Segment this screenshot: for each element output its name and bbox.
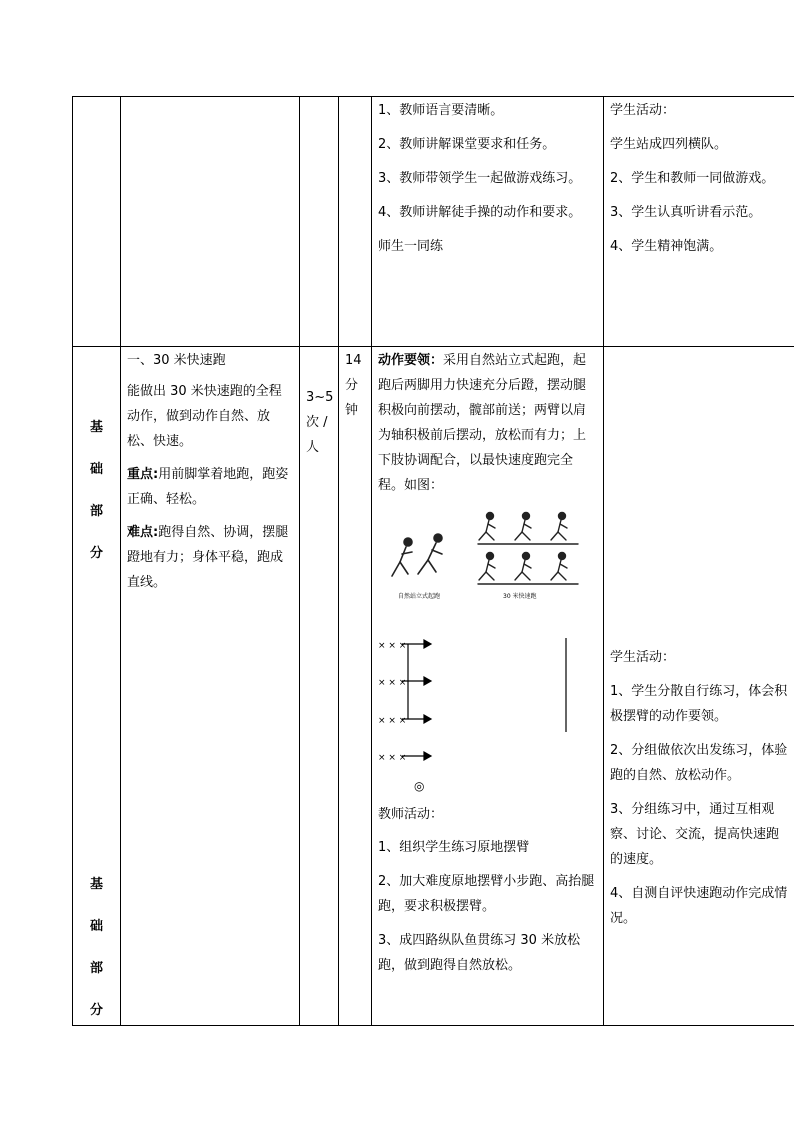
teacher-activity-cell <box>372 347 604 1026</box>
teacher-item: 2、教师讲解课堂要求和任务。 <box>378 137 556 152</box>
teacher-title: 教师活动： <box>378 807 444 822</box>
formation-row: × × × <box>378 716 407 726</box>
student-title: 学生活动： <box>610 103 676 118</box>
teacher-position-icon: ◎ <box>414 779 425 793</box>
key-point <box>127 462 293 512</box>
student-item: 2、分组做依次出发练习，体验跑的自然、放松动作。 <box>610 743 788 783</box>
table-row <box>73 347 794 1026</box>
student-item: 1、学生分散自行练习，体会积极摆臂的动作要领。 <box>610 684 788 724</box>
section-label: 基 础 部 分 <box>89 420 103 561</box>
duration-value: 14 分钟 <box>345 353 362 418</box>
content-title: 一、30 米快速跑 <box>127 353 226 368</box>
section-cell-empty <box>73 97 121 347</box>
method-label: 动作要领： <box>378 353 444 368</box>
duration-cell-empty <box>339 97 372 347</box>
difficulty-text: 跑得自然、协调，摆腿蹬地有力；身体平稳，跑成直线。 <box>127 525 289 590</box>
duration-cell <box>339 347 372 1026</box>
difficulty-label: 难点: <box>127 525 159 540</box>
formation-row: × × × <box>378 641 407 651</box>
difficulty <box>127 520 293 595</box>
student-item: 学生站成四列横队。 <box>610 137 728 152</box>
teacher-item: 师生一同练 <box>378 239 444 254</box>
student-title: 学生活动： <box>610 650 676 665</box>
teacher-item: 1、组织学生练习原地摆臂 <box>378 840 530 855</box>
method <box>378 348 597 498</box>
student-item: 3、学生认真听讲看示范。 <box>610 205 762 220</box>
key-label: 重点: <box>127 467 159 482</box>
student-item: 4、学生精神饱满。 <box>610 239 723 254</box>
times-cell-empty <box>300 97 339 347</box>
fig-caption-left: 自然站立式起跑 <box>398 593 441 600</box>
student-activity-cell <box>604 97 794 347</box>
formation-row: × × × <box>378 753 407 763</box>
times-value: 3~5 次 / 人 <box>306 390 334 455</box>
student-activity-cell <box>604 347 794 1026</box>
teacher-item: 4、教师讲解徒手操的动作和要求。 <box>378 205 582 220</box>
teacher-item: 2、加大难度原地摆臂小步跑、高抬腿跑，要求积极摆臂。 <box>378 874 595 914</box>
lesson-plan-table <box>72 96 794 1026</box>
times-cell <box>300 347 339 1026</box>
running-figure <box>378 504 588 614</box>
runner-illustration <box>378 504 588 614</box>
student-item: 4、自测自评快速跑动作完成情况。 <box>610 886 788 926</box>
teacher-activity-cell <box>372 97 604 347</box>
student-item: 2、学生和教师一同做游戏。 <box>610 171 775 186</box>
student-item: 3、分组练习中，通过互相观察、讨论、交流，提高快速跑的速度。 <box>610 802 780 867</box>
content-cell <box>121 347 300 1026</box>
teacher-item: 3、教师带领学生一起做游戏练习。 <box>378 171 582 186</box>
key-text: 用前脚掌着地跑，跑姿正确、轻松。 <box>127 467 289 507</box>
section-label: 基 础 部 分 <box>89 877 103 1018</box>
teacher-item: 3、成四路纵队鱼贯练习 30 米放松跑，做到跑得自然放松。 <box>378 933 581 973</box>
fig-caption-right: 30 米快速跑 <box>503 593 537 600</box>
method-text: 采用自然站立式起跑，起跑后两脚用力快速充分后蹬，摆动腿积极向前摆动，髋部前送；两臂以肩为轴积极前后摆动，放松而有力；上下肢协调配合，以最快速度跑完全程。如图： <box>378 353 587 493</box>
section-label-cell <box>73 347 121 1026</box>
formation-row: × × × <box>378 678 407 688</box>
teacher-item: 1、教师语言要清晰。 <box>378 103 504 118</box>
formation-diagram <box>378 624 588 794</box>
content-goal: 能做出 30 米快速跑的全程动作，做到动作自然、放松、快速。 <box>127 384 282 449</box>
content-cell-empty <box>121 97 300 347</box>
table-row <box>73 97 794 347</box>
